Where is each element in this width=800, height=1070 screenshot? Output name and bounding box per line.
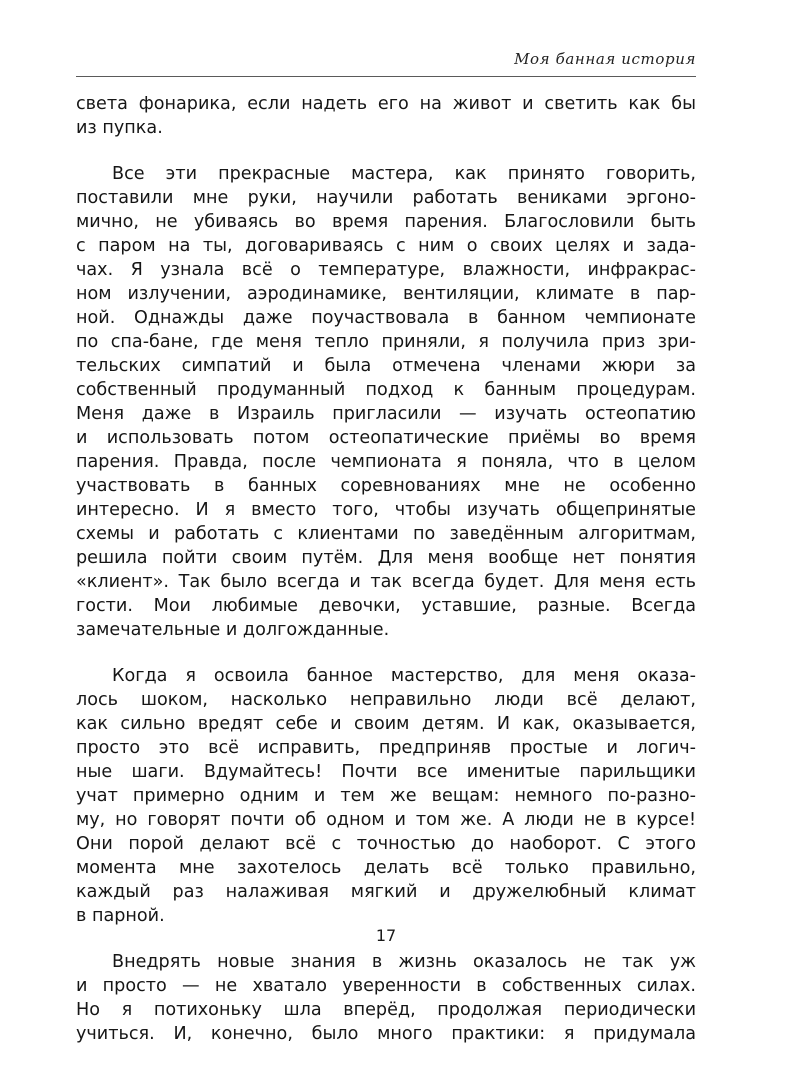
text-line: «клиент». Так было всегда и так всегда будет. Для меня есть (76, 572, 696, 592)
text-line: учиться. И, конечно, было много практики: я придумала (76, 1024, 696, 1044)
text-line: момента мне захотелось делать всё только правильно, (76, 858, 696, 878)
body-text (76, 92, 696, 1070)
text-line: участвовать в банных соревнованиях мне не особенно (76, 476, 696, 496)
running-head: Моя банная история (514, 50, 696, 68)
text-line: гости. Мои любимые девочки, уставшие, разные. Всегда (76, 596, 696, 616)
text-line: Внедрять новые знания в жизнь оказалось не так уж (112, 952, 696, 972)
text-line: му, но говорят почти об одном и том же. А люди не в курсе! (76, 810, 696, 830)
paragraph-3 (76, 664, 696, 928)
page-number: 17 (375, 926, 397, 945)
paragraph-2 (76, 162, 696, 642)
text-line: чах. Я узнала всё о температуре, влажности, инфракрас- (76, 260, 696, 280)
text-line: мично, не убиваясь во время парения. Благословили быть (76, 212, 696, 232)
text-line: Все эти прекрасные мастера, как принято говорить, (112, 164, 696, 184)
text-line: и просто — не хватало уверенности в собственных силах. (76, 976, 696, 996)
text-line: замечательные и долгожданные. (76, 620, 390, 640)
text-line: и использовать потом остеопатические приёмы во время (76, 428, 696, 448)
text-line: Но я потихоньку шла вперёд, продолжая периодически (76, 1000, 696, 1020)
text-line: ной. Однажды даже поучаствовала в банном чемпионате (76, 308, 696, 328)
text-line: по спа-бане, где меня тепло приняли, я получила приз зри- (76, 332, 696, 352)
text-line: Меня даже в Израиль пригласили — изучать остеопатию (76, 404, 696, 424)
text-line: собственный продуманный подход к банным процедурам. (76, 380, 696, 400)
text-line: как сильно вредят себе и своим детям. И как, оказывается, (76, 714, 696, 734)
text-line: с паром на ты, договариваясь с ним о своих целях и зада- (76, 236, 696, 256)
paragraph-1 (76, 92, 696, 140)
text-line: ном излучении, аэродинамике, вентиляции, климате в пар- (76, 284, 696, 304)
text-line: каждый раз налаживая мягкий и дружелюбный климат (76, 882, 696, 902)
text-line: Когда я освоила банное мастерство, для меня оказа- (112, 666, 696, 686)
text-line: света фонарика, если надеть его на живот и светить как бы (76, 94, 696, 114)
paragraph-4 (76, 950, 696, 1046)
text-line: тельских симпатий и была отмечена членами жюри за (76, 356, 696, 376)
text-line: из пупка. (76, 118, 163, 138)
text-line: интересно. И я вместо того, чтобы изучать общепринятые (76, 500, 696, 520)
text-line: схемы и работать с клиентами по заведённым алгоритмам, (76, 524, 696, 544)
text-line: ные шаги. Вдумайтесь! Почти все именитые парильщики (76, 762, 696, 782)
text-line: лось шоком, насколько неправильно люди всё делают, (76, 690, 696, 710)
text-line: учат примерно одним и тем же вещам: немного по-разно- (76, 786, 696, 806)
text-line: решила пойти своим путём. Для меня вообще нет понятия (76, 548, 696, 568)
text-line: парения. Правда, после чемпионата я поняла, что в целом (76, 452, 696, 472)
text-line: поставили мне руки, научили работать вениками эргоно- (76, 188, 696, 208)
text-line: Они порой делают всё с точностью до наоборот. С этого (76, 834, 696, 854)
text-line: просто это всё исправить, предприняв простые и логич- (76, 738, 696, 758)
text-line: в парной. (76, 906, 165, 926)
header-rule (76, 76, 696, 77)
